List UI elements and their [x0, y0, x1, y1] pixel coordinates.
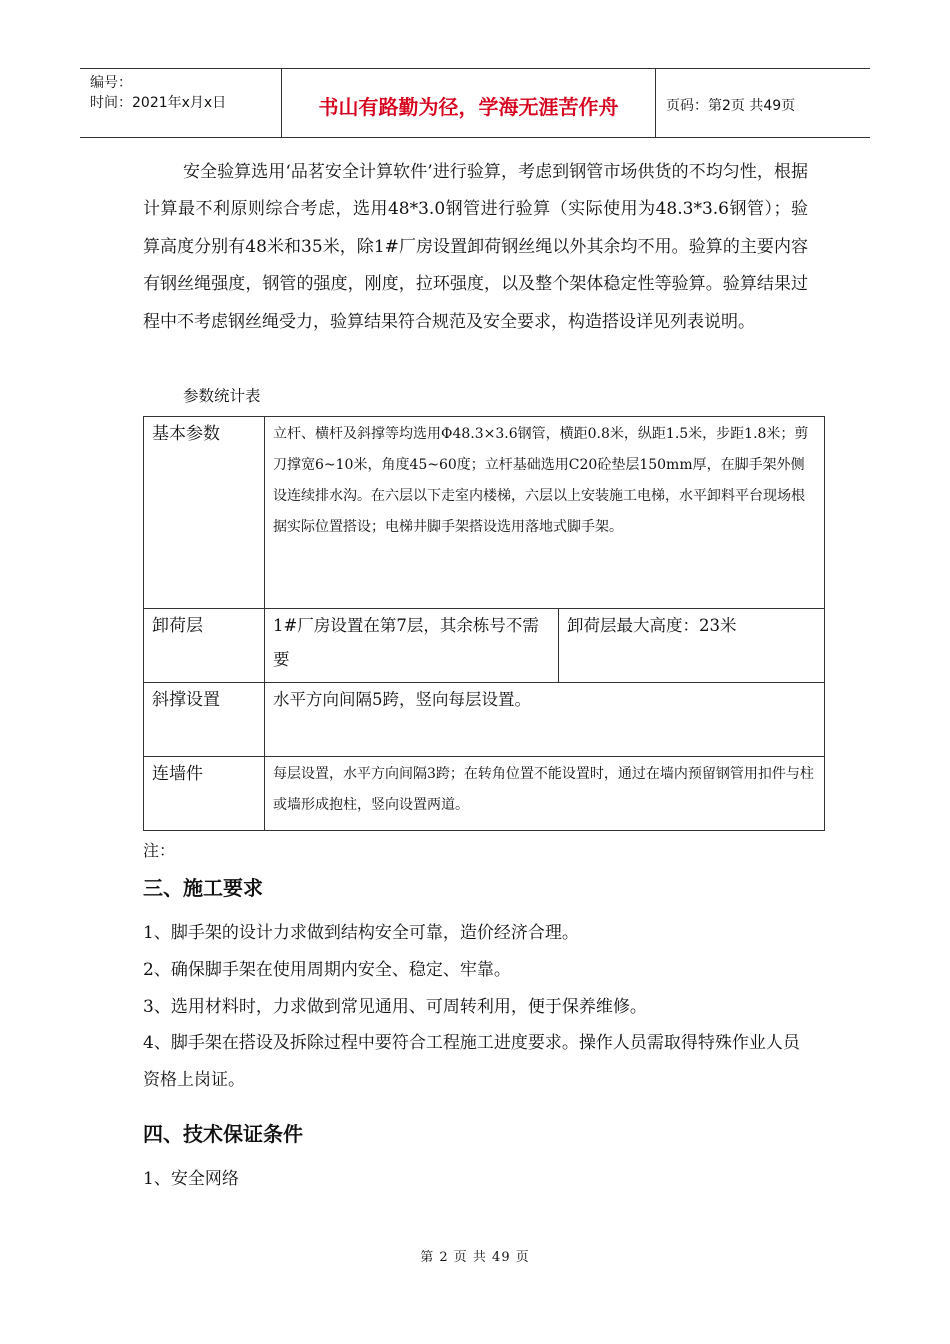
- table-row: [144, 683, 825, 757]
- header-page-info: 页码：第2页 共49页: [666, 98, 796, 114]
- table-row: [144, 609, 825, 683]
- page-header: [80, 68, 870, 138]
- unload-value: 1#厂房设置在第7层，其余栋号不需要: [265, 609, 559, 683]
- header-meta: [80, 69, 282, 137]
- page-footer: 第 2 页 共 49 页: [420, 1250, 530, 1265]
- wall-tie-value: 每层设置，水平方向间隔3跨；在转角位置不能设置时，通过在墙内预留钢管用扣件与柱或墙形成抱柱，竖向设置两道。: [265, 757, 825, 831]
- table-note: 注：: [143, 841, 176, 860]
- intro-paragraph: 安全验算选用‘品茗安全计算软件’进行验算，考虑到钢管市场供货的不均匀性，根据计算最不利原则综合考虑，选用48*3.0钢管进行验算（实际使用为48.3*3.6钢管）；验算高度分别有48米和35米，除1#厂房设置卸荷钢丝绳以外其余均不用。验算的主要内容有钢丝绳强度，钢管的强度，刚度，拉环强度，以及整个架体稳定性等验算。验算结果过程中不考虑钢丝绳受力，验算结果符合规范及安全要求，构造搭设详见列表说明。: [143, 162, 808, 332]
- basic-params-value: 立杆、横杆及斜撑等均选用Φ48.3×3.6钢管，横距0.8米，纵距1.5米，步距1.8米；剪刀撑宽6~10米，角度45~60度；立杆基础选用C20砼垫层150mm厚，在脚手架外侧设连续排水沟。在六层以下走室内楼梯，六层以上安装施工电梯，水平卸料平台现场根据实际位置搭设；电梯井脚手架搭设选用落地式脚手架。: [265, 417, 825, 609]
- table-row: [144, 417, 825, 609]
- date-label: 时间：2021年x月x日: [90, 95, 227, 111]
- list-item: 2、确保脚手架在使用周期内安全、稳定、牢靠。: [143, 960, 511, 980]
- brace-label: 斜撑设置: [144, 683, 265, 757]
- parameter-table: [143, 416, 825, 831]
- section-4-title: 四、技术保证条件: [143, 1122, 303, 1146]
- section-3-title: 三、施工要求: [143, 876, 263, 900]
- list-item: 3、选用材料时，力求做到常见通用、可周转利用，便于保养维修。: [143, 997, 647, 1017]
- basic-params-label: 基本参数: [144, 417, 265, 609]
- number-label: 编号：: [90, 75, 132, 91]
- brace-value: 水平方向间隔5跨，竖向每层设置。: [265, 683, 825, 757]
- header-motto: 书山有路勤为径，学海无涯苦作舟: [282, 69, 656, 137]
- list-item: 1、脚手架的设计力求做到结构安全可靠，造价经济合理。: [143, 923, 579, 943]
- list-item: 1、安全网络: [143, 1169, 239, 1189]
- table-row: [144, 757, 825, 831]
- wall-tie-label: 连墙件: [144, 757, 265, 831]
- table-title: 参数统计表: [183, 387, 261, 405]
- list-item: 4、脚手架在搭设及拆除过程中要符合工程施工进度要求。操作人员需取得特殊作业人员资格上岗证。: [143, 1033, 800, 1090]
- unload-height: 卸荷层最大高度：23米: [559, 609, 825, 683]
- unload-label: 卸荷层: [144, 609, 265, 683]
